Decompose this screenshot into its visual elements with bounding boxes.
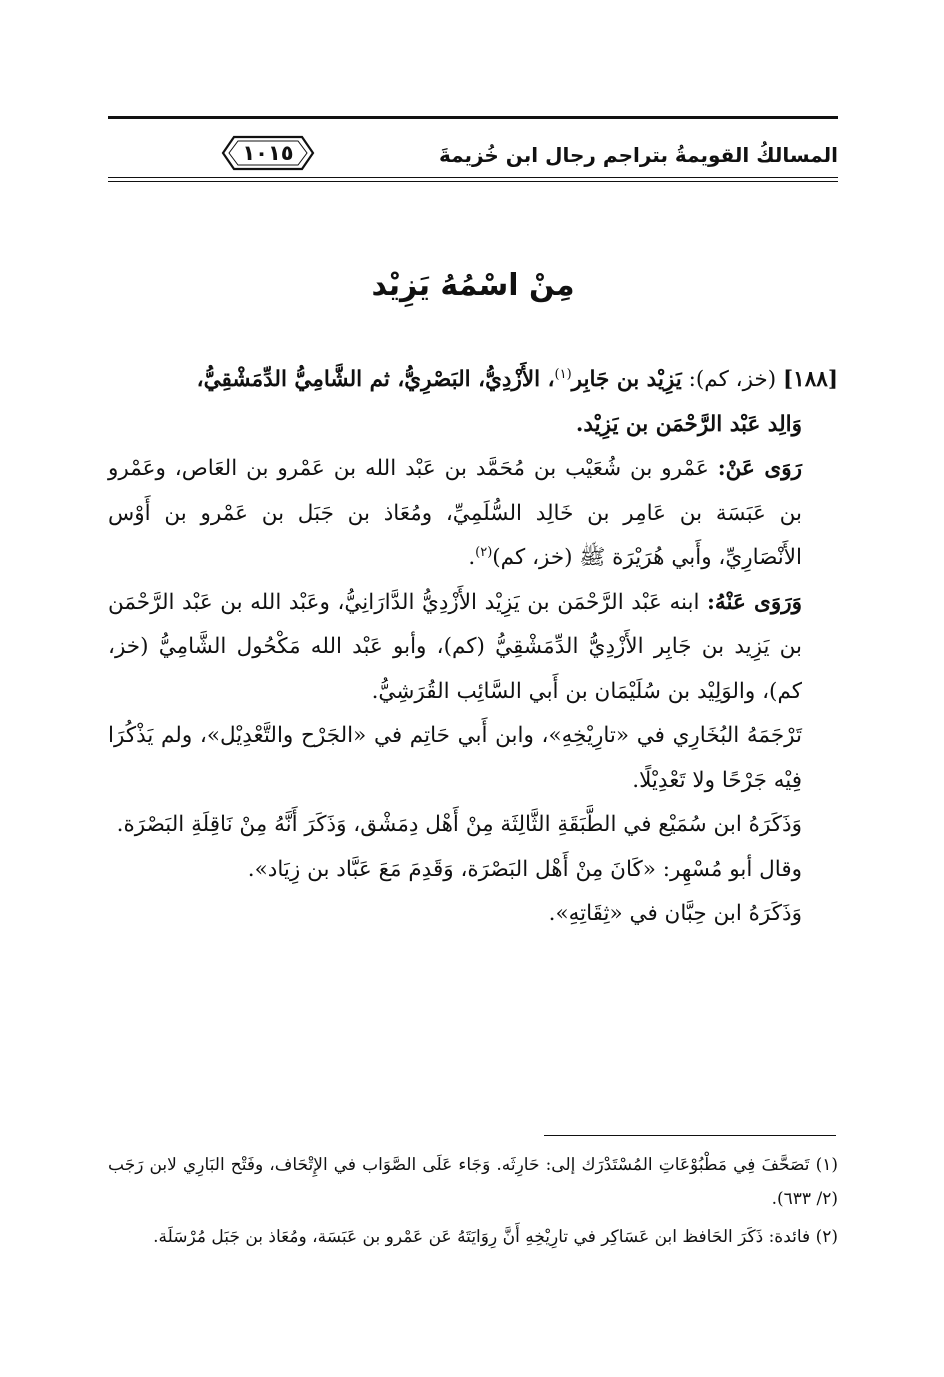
entry-nisba: ، الأَزْدِيُّ، البَصْرِيُّ، ثم الشَّامِيُّ الدِّمَشْقِيُّ، [196, 367, 555, 392]
page-number: ١٠١٥ [242, 141, 294, 165]
ibn-sumay-paragraph: وَذَكَرَهُ ابن سُمَيْع في الطَّبَقَةِ الثَّالِثَة مِنْ أَهْل دِمَشْق، وَذَكَرَ أَنَّهُ مِنْ نَاقِلَةِ البَصْرَة. [116, 812, 802, 837]
tarjamah-paragraph: تَرْجَمَهُ البُخَارِي في «تارِيْخِهِ»، وابن أَبي حَاتِم في «الجَرْح والتَّعْدِيْل»، ولم يَذْكُرَا فِيْه جَرْحًا ولا تَعْدِيْلًا. [108, 723, 802, 793]
page-header [108, 108, 838, 188]
rawa-anhu-text: ابنه عَبْد الرَّحْمَن بن يَزِيْد الأَزْدِيُّ الدَّارَانِيُّ، وعَبْد الله بن عَبْد الرَّحْمَن بن يَزِيد بن جَابِر الأَزْدِيُّ الدِّمَشْقِيُّ (كم)، وأبو عَبْد الله مَكْحُول الشَّامِيُّ (خز، كم)، والوَلِيْد بن سُلَيْمَان بن أَبي السَّائِب القُرَشِيُّ. [108, 589, 802, 704]
rawa-anhu-paragraph [108, 581, 838, 715]
footnote-ref-2: (٢) [475, 544, 493, 560]
header-bottom-rule-2 [108, 181, 838, 182]
running-title: المسالكُ القويمةُ بتراجم رجال ابن خُزيمةَ [438, 143, 838, 167]
footnote-1: (١) تَصَحَّفَ فِي مَطْبُوْعَاتِ المُسْتَدْرَك إلى: حَارِثَه. وَجَاء عَلَى الصَّوَاب في الإِتْحَاف، وفَتْح البَارِي لابن رَجَب (٢/ ٦٣٣). [108, 1155, 838, 1209]
footnote-separator [544, 1135, 836, 1136]
footnote-ref-1: (١) [554, 366, 572, 382]
entry-body [108, 358, 838, 937]
header-top-rule [108, 116, 838, 119]
rawa-an-label: رَوَى عَنْ: [717, 456, 803, 481]
rawa-an-text: عَمْرو بن شُعَيْب بن مُحَمَّد بن عَبْد الله بن عَمْرو بن العَاص، وعَمْرو بن عَبَسَة بن عَامِر بن خَالِد السُّلَمِيِّ، ومُعَاذ بن جَبَل بن عَمْرو بن أَوْس الأَنْصَارِيِّ، وأَبي هُرَيْرَة ﷺ (خز، كم) [108, 456, 802, 570]
entry-heading [108, 358, 838, 403]
abu-mushir-paragraph: وقال أبو مُسْهِر: «كَانَ مِنْ أَهْل البَصْرَة، وَقَدِمَ مَعَ عَبَّاد بن زِيَاد». [247, 856, 802, 882]
page-number-badge [220, 132, 316, 174]
entry-number: [١٨٨] [782, 367, 838, 392]
section-heading: مِنْ اسْمُهُ يَزِيْد [371, 268, 575, 303]
entry-name: يَزِيْد بن جَابِر [571, 367, 682, 392]
entry-subtitle: وَالِد عَبْد الرَّحْمَن بن يَزِيْد. [575, 411, 802, 437]
footnote-2: (٢) فائدة: ذَكَرَ الحَافظ ابن عَسَاكِر في تارِيْخِهِ أَنَّ رِوَايَتَهُ عَن عَمْرو بن عَبَسَة، ومُعَاذ بن جَبَل مُرْسَلَة. [153, 1227, 838, 1247]
ibn-hibban-paragraph: وَذَكَرَهُ ابن حِبَّان في «ثِقَاتِهِ». [548, 901, 802, 926]
header-bottom-rule [108, 177, 838, 178]
rawa-an-paragraph: رَوَى عَنْ: عَمْرو بن شُعَيْب بن مُحَمَّد بن عَبْد الله بن عَمْرو بن العَاص، وعَمْرو بن عَبَسَة بن عَامِر بن خَالِد السُّلَمِيِّ، ومُعَاذ بن جَبَل بن عَمْرو بن أَوْس الأَنْصَارِيِّ، وأَبي هُرَيْرَة ﷺ (خز، كم)$^{(٢)}$. [108, 456, 803, 570]
entry-sigla: (خز، كم): [688, 367, 777, 392]
rawa-anhu-label: وَرَوَى عَنْهُ: [707, 589, 802, 615]
footnotes [108, 1148, 838, 1258]
